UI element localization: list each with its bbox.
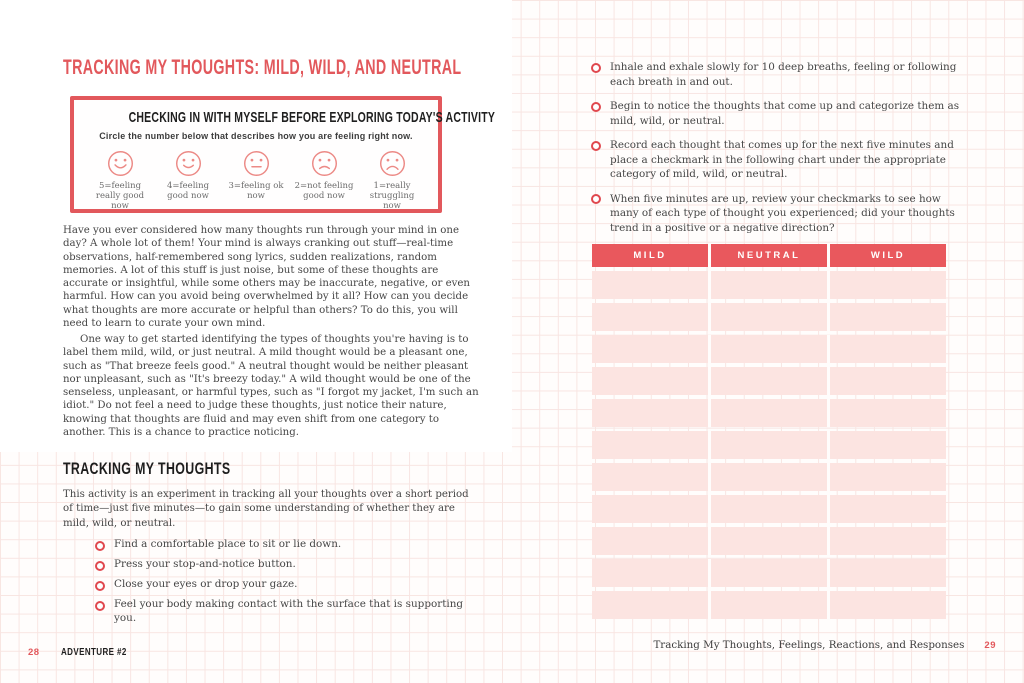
checkin-box	[70, 96, 496, 213]
table-header-neutral: NEUTRAL	[711, 244, 830, 267]
section-heading: TRACKING MY THOUGHTS	[63, 460, 231, 478]
table-cell[interactable]	[711, 367, 830, 395]
table-row	[592, 335, 946, 363]
running-title: Tracking My Thoughts, Feelings, Reactions, and Responses	[653, 639, 965, 651]
table-cell[interactable]	[592, 591, 711, 619]
feeling-option-1[interactable]	[358, 149, 426, 211]
table-cell[interactable]	[592, 367, 711, 395]
table-cell[interactable]	[830, 399, 946, 427]
bullet-icon	[591, 102, 601, 112]
table-row	[592, 303, 946, 331]
list-item-text: Record each thought that comes up for the next five minutes and place a checkmark in the following chart under the appropriate category of mild, wild, or neutral.	[610, 139, 954, 180]
page-number-right: 29	[984, 640, 996, 651]
table-cell[interactable]	[711, 335, 830, 363]
feeling-option-3[interactable]	[222, 149, 290, 211]
left-page-footer	[28, 640, 143, 659]
table-cell[interactable]	[830, 527, 946, 555]
bullet-icon	[95, 581, 105, 591]
list-item-text: Feel your body making contact with the surface that is supporting you.	[114, 598, 464, 624]
smiley-happy-icon	[174, 149, 203, 178]
chapter-label: ADVENTURE #2	[60, 647, 127, 658]
feeling-label: 1=really struggling now	[369, 181, 415, 211]
table-cell[interactable]	[711, 399, 830, 427]
bullet-icon	[95, 541, 105, 551]
page-number-left: 28	[28, 647, 40, 658]
smiley-neutral-icon	[242, 149, 271, 178]
right-page-footer	[600, 639, 996, 651]
feeling-scale	[74, 149, 438, 211]
feeling-label: 4=feeling good now	[166, 181, 210, 201]
list-item	[95, 598, 473, 625]
table-cell[interactable]	[711, 431, 830, 459]
intro-paragraph: Have you ever considered how many thoughts run through your mind in one day? A whole lot of them! Your mind is always cranking out stuff—real-time observations, half-remembered song lyrics, sudden realizations, random memories. A lot of this stuff is just noise, but some of these thoughts are accurate or insightful, while some others may be inaccurate, negative, or even harmful. How can you avoid being overwhelmed by it all? How can you decide what thoughts are more accurate or helpful than others? To do this, you will need to learn to curate your own mind.	[63, 225, 470, 330]
table-cell[interactable]	[711, 527, 830, 555]
list-item	[95, 578, 473, 592]
table-row	[592, 463, 946, 491]
table-cell[interactable]	[592, 527, 711, 555]
table-cell[interactable]	[830, 463, 946, 491]
feeling-option-2[interactable]	[290, 149, 358, 211]
activity-steps-list-right	[591, 60, 965, 245]
table-cell[interactable]	[711, 495, 830, 523]
table-cell[interactable]	[592, 335, 711, 363]
smiley-very-sad-icon	[378, 149, 407, 178]
checkin-instruction: Circle the number below that describes how you are feeling right now.	[99, 131, 413, 141]
smiley-very-happy-icon	[106, 149, 135, 178]
feeling-label: 3=feeling ok now	[228, 181, 284, 201]
table-header-wild: WILD	[830, 244, 946, 267]
table-cell[interactable]	[830, 335, 946, 363]
bullet-icon	[591, 63, 601, 73]
table-cell[interactable]	[592, 463, 711, 491]
explanation-paragraph: One way to get started identifying the types of thoughts you're having is to label them mild, wild, or just neutral. A mild thought would be a pleasant one, such as "That breeze feels good." A neutral thought would be neither pleasant nor unpleasant, such as "It's breezy today." A wild thought would be one of the senseless, unpleasant, or harmful types, such as "I forgot my jacket, I'm such an idiot." Do not feel a need to judge these thoughts, just notice their nature, knowing that thoughts are fluid and may even shift from one category to another. This is a chance to practice noticing.	[63, 334, 479, 439]
table-row	[592, 559, 946, 587]
list-item	[591, 60, 965, 89]
list-item	[591, 138, 965, 182]
table-header-row	[592, 244, 946, 267]
thought-tracking-table	[592, 244, 946, 619]
table-cell[interactable]	[711, 303, 830, 331]
table-cell[interactable]	[830, 431, 946, 459]
activity-steps-list-left	[95, 538, 473, 632]
list-item-text: When five minutes are up, review your checkmarks to see how many of each type of thought you experienced; did your thoughts trend in a positive or a negative direction?	[610, 192, 955, 234]
list-item-text: Close your eyes or drop your gaze.	[114, 578, 298, 591]
table-cell[interactable]	[711, 463, 830, 491]
feeling-option-4[interactable]	[154, 149, 222, 211]
table-cell[interactable]	[830, 367, 946, 395]
page-title	[63, 56, 649, 80]
bullet-icon	[591, 141, 601, 151]
feeling-label: 2=not feeling good now	[294, 181, 354, 201]
table-row	[592, 367, 946, 395]
list-item	[591, 99, 965, 128]
table-header-mild: MILD	[592, 244, 711, 267]
list-item-text: Inhale and exhale slowly for 10 deep breaths, feeling or following each breath in and out.	[610, 61, 957, 88]
page-title-text: TRACKING MY THOUGHTS: MILD, WILD, AND NEUTRAL	[63, 56, 462, 79]
list-item	[95, 558, 473, 572]
list-item-text: Find a comfortable place to sit or lie down.	[114, 538, 342, 550]
table-cell[interactable]	[592, 271, 711, 299]
table-row	[592, 527, 946, 555]
bullet-icon	[591, 194, 601, 204]
table-row	[592, 271, 946, 299]
table-cell[interactable]	[711, 559, 830, 587]
bullet-icon	[95, 601, 105, 611]
table-cell[interactable]	[592, 495, 711, 523]
list-item-text: Press your stop-and-notice button.	[114, 558, 296, 571]
table-cell[interactable]	[830, 303, 946, 331]
table-cell[interactable]	[592, 399, 711, 427]
table-cell[interactable]	[830, 271, 946, 299]
feeling-label: 5=feeling really good now	[95, 181, 145, 211]
table-cell[interactable]	[830, 495, 946, 523]
table-cell[interactable]	[592, 559, 711, 587]
table-row	[592, 591, 946, 619]
table-cell[interactable]	[592, 303, 711, 331]
table-row	[592, 495, 946, 523]
checkin-heading: CHECKING IN WITH MYSELF BEFORE EXPLORING TODAY'S ACTIVITY	[128, 109, 496, 126]
list-item-text: Begin to notice the thoughts that come up and categorize them as mild, wild, or neutral.	[610, 100, 960, 127]
table-cell[interactable]	[830, 559, 946, 587]
table-cell[interactable]	[592, 431, 711, 459]
table-cell[interactable]	[711, 591, 830, 619]
table-cell[interactable]	[830, 591, 946, 619]
list-item	[591, 192, 965, 236]
list-item	[95, 538, 473, 552]
bullet-icon	[95, 561, 105, 571]
table-row	[592, 399, 946, 427]
table-row	[592, 431, 946, 459]
smiley-sad-icon	[310, 149, 339, 178]
section-intro: This activity is an experiment in tracking all your thoughts over a short period of time—just five minutes—to gain some understanding of whether they are mild, wild, or neutral.	[63, 489, 469, 529]
table-cell[interactable]	[711, 271, 830, 299]
feeling-option-5[interactable]	[86, 149, 154, 211]
